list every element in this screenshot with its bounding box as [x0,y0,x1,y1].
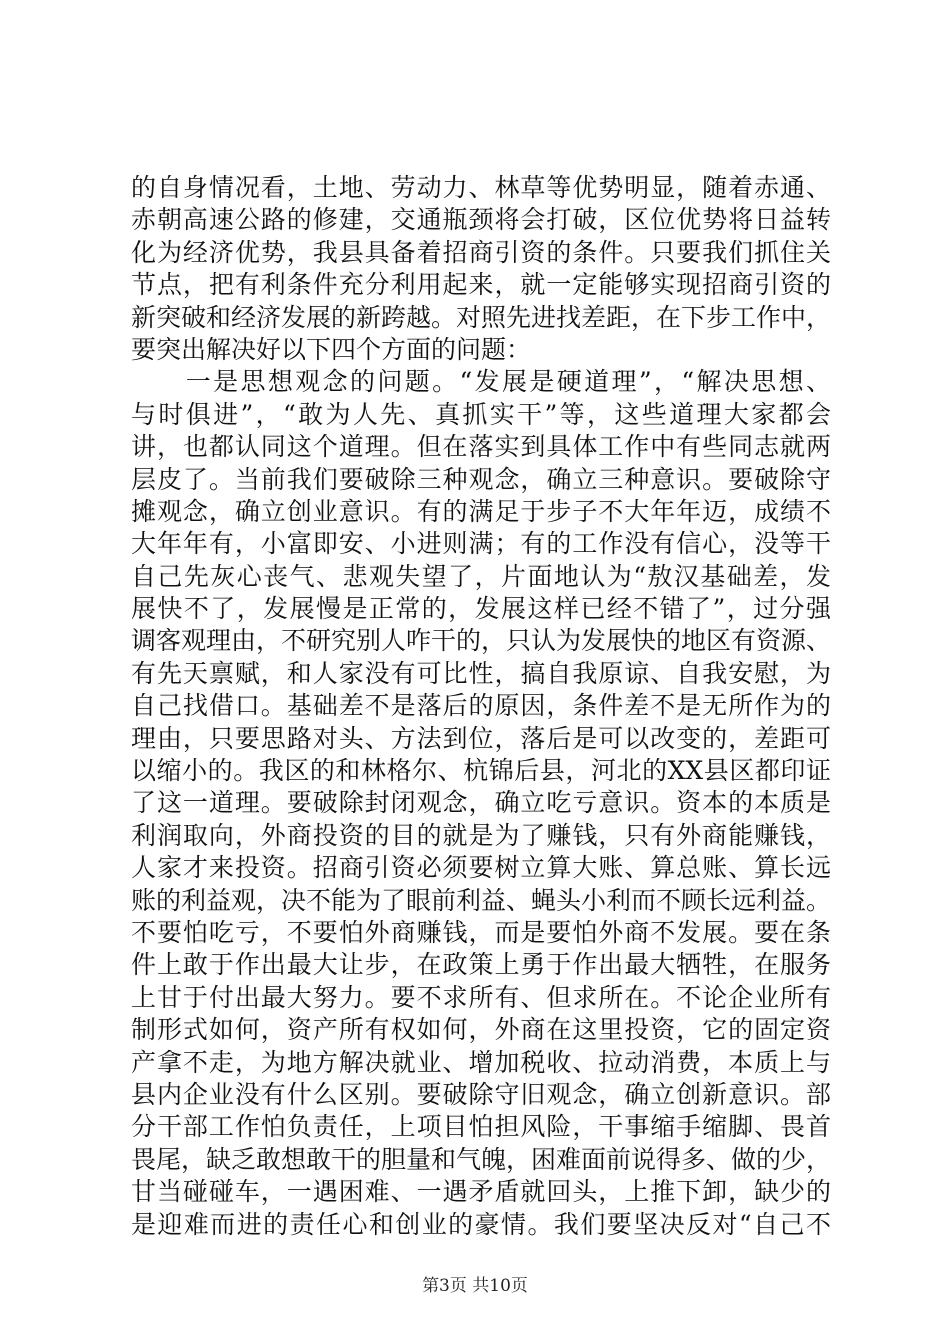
text-line: 的自身情况看，土地、劳动力、林草等优势明显，随着赤通、 [131,173,831,202]
text-line: 大年年有，小富即安、小进则满；有的工作没有信心，没等干 [131,529,831,559]
text-line: 自己找借口。基础差不是落后的原因，条件差不是无所作为的 [131,691,831,721]
text-line: 有先天禀赋，和人家没有可比性，搞自我原谅、自我安慰，为 [131,658,831,688]
text-line: 了这一道理。要破除封闭观念，确立吃亏意识。资本的本质是 [131,788,831,818]
page-footer: 第3页 共10页 [422,1276,528,1296]
text-line: 自己先灰心丧气、悲观失望了，片面地认为“敖汉基础差，发 [131,561,831,591]
text-line: 摊观念，确立创业意识。有的满足于步子不大年年迈，成绩不 [131,496,831,526]
body-text [131,172,831,1241]
text-line: 新突破和经济发展的新跨越。对照先进找差距，在下步工作中， [131,302,832,332]
text-line: 制形式如何，资产所有权如何，外商在这里投资，它的固定资 [131,1015,831,1045]
text-line: 展快不了，发展慢是正常的，发展这样已经不错了”，过分强 [131,594,831,624]
text-line: 上甘于付出最大努力。要不求所有、但求所在。不论企业所有 [131,982,831,1012]
text-line: 不要怕吃亏，不要怕外商赚钱，而是要怕外商不发展。要在条 [131,917,831,947]
text-line: 与时俱进”，“敢为人先、真抓实干”等，这些道理大家都会 [131,399,831,429]
text-line: 节点，把有利条件充分利用起来，就一定能够实现招商引资的 [131,270,831,300]
text-line: 以缩小的。我区的和林格尔、杭锦后县，河北的XX县区都印证 [131,756,831,786]
text-line: 一是思想观念的问题。“发展是硬道理”，“解决思想、 [131,367,831,397]
text-line: 甘当碰碰车，一遇困难、一遇矛盾就回头，上推下卸，缺少的 [131,1177,831,1207]
text-line: 调客观理由，不研究别人咋干的，只认为发展快的地区有资源、 [131,626,832,656]
text-line: 畏尾，缺乏敢想敢干的胆量和气魄，困难面前说得多、做的少， [131,1144,832,1174]
text-line: 赤朝高速公路的修建，交通瓶颈将会打破，区位优势将日益转 [131,205,831,235]
text-line: 层皮了。当前我们要破除三种观念，确立三种意识。要破除守 [131,464,831,494]
text-line: 要突出解决好以下四个方面的问题： [131,334,532,364]
text-line: 化为经济优势，我县具备着招商引资的条件。只要我们抓住关 [131,237,831,267]
text-line: 人家才来投资。招商引资必须要树立算大账、算总账、算长远 [131,853,831,883]
text-line: 账的利益观，决不能为了眼前利益、蝇头小利而不顾长远利益。 [131,885,832,915]
text-line: 件上敢于作出最大让步，在政策上勇于作出最大牺牲，在服务 [131,950,831,980]
text-line: 县内企业没有什么区别。要破除守旧观念，确立创新意识。部 [131,1079,831,1109]
text-line: 产拿不走，为地方解决就业、增加税收、拉动消费，本质上与 [131,1047,831,1077]
text-line: 是迎难而进的责任心和创业的豪情。我们要坚决反对“自己不 [131,1209,831,1239]
text-line: 利润取向，外商投资的目的就是为了赚钱，只有外商能赚钱， [131,820,831,850]
text-line: 理由，只要思路对头、方法到位，落后是可以改变的，差距可 [131,723,831,753]
text-line: 讲，也都认同这个道理。但在落实到具体工作中有些同志就两 [131,432,831,462]
text-line: 分干部工作怕负责任，上项目怕担风险，干事缩手缩脚、畏首 [131,1112,831,1142]
